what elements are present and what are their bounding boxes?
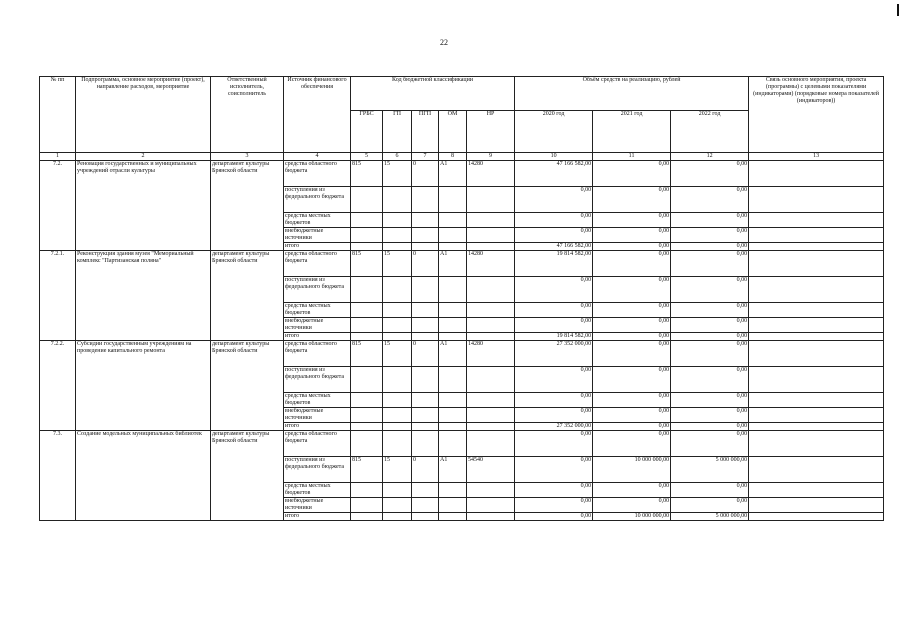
cell-nr bbox=[467, 483, 515, 498]
cell-source: итого bbox=[284, 423, 351, 431]
cell-gp bbox=[383, 431, 412, 457]
cell-source: средства областного бюджета bbox=[284, 161, 351, 187]
cell-source: внебюджетные источники bbox=[284, 228, 351, 243]
cell-2021: 0,00 bbox=[593, 187, 671, 213]
cell-link bbox=[749, 423, 884, 431]
cell-link bbox=[749, 513, 884, 521]
cell-grbs bbox=[351, 187, 383, 213]
cell-grbs: 815 bbox=[351, 457, 383, 483]
cell-om bbox=[439, 318, 467, 333]
cell-link bbox=[749, 483, 884, 498]
column-number: 7 bbox=[412, 153, 439, 161]
cell-om bbox=[439, 513, 467, 521]
cell-2021: 0,00 bbox=[593, 251, 671, 277]
cell-2020: 0,00 bbox=[515, 277, 593, 303]
cell-grbs: 815 bbox=[351, 161, 383, 187]
cell-grbs bbox=[351, 228, 383, 243]
column-number: 11 bbox=[593, 153, 671, 161]
cell-link bbox=[749, 408, 884, 423]
cell-2022: 0,00 bbox=[671, 303, 749, 318]
cell-2020: 19 814 582,00 bbox=[515, 251, 593, 277]
cell-link bbox=[749, 161, 884, 187]
cell-om bbox=[439, 367, 467, 393]
cell-nr bbox=[467, 277, 515, 303]
cell-pgp bbox=[412, 483, 439, 498]
column-number: 9 bbox=[467, 153, 515, 161]
cell-2021: 0,00 bbox=[593, 277, 671, 303]
header-num: № пп bbox=[40, 77, 76, 153]
cell-2022: 0,00 bbox=[671, 341, 749, 367]
cell-link bbox=[749, 243, 884, 251]
cell-gp bbox=[383, 318, 412, 333]
cell-2021: 0,00 bbox=[593, 341, 671, 367]
column-number: 6 bbox=[383, 153, 412, 161]
cell-2020: 0,00 bbox=[515, 187, 593, 213]
column-number: 1 bbox=[40, 153, 76, 161]
header-budget-code: Код бюджетной классификации bbox=[351, 77, 515, 111]
cell-2020: 47 166 582,00 bbox=[515, 161, 593, 187]
cell-pgp bbox=[412, 243, 439, 251]
cell-grbs: 815 bbox=[351, 251, 383, 277]
cell-num: 7.2. bbox=[40, 161, 76, 251]
cell-source: поступления из федерального бюджета bbox=[284, 277, 351, 303]
cell-2022: 0,00 bbox=[671, 161, 749, 187]
cell-pgp bbox=[412, 318, 439, 333]
cell-2021: 0,00 bbox=[593, 161, 671, 187]
column-number: 12 bbox=[671, 153, 749, 161]
cell-nr bbox=[467, 423, 515, 431]
header-volume: Объём средств на реализацию, рублей bbox=[515, 77, 749, 111]
cell-program: Реновация государственных и муниципальных учреждений отрасли культуры bbox=[76, 161, 211, 251]
cell-2021: 0,00 bbox=[593, 483, 671, 498]
cell-2021: 0,00 bbox=[593, 431, 671, 457]
cell-link bbox=[749, 431, 884, 457]
cell-gp: 15 bbox=[383, 161, 412, 187]
cell-pgp bbox=[412, 333, 439, 341]
cell-nr bbox=[467, 513, 515, 521]
cell-2021: 10 000 000,00 bbox=[593, 457, 671, 483]
cell-link bbox=[749, 333, 884, 341]
cell-2022: 5 000 000,00 bbox=[671, 513, 749, 521]
column-number: 13 bbox=[749, 153, 884, 161]
cell-link bbox=[749, 498, 884, 513]
cell-source: средства местных бюджетов bbox=[284, 393, 351, 408]
cell-nr: 14280 bbox=[467, 341, 515, 367]
cell-pgp bbox=[412, 303, 439, 318]
cell-om bbox=[439, 498, 467, 513]
column-number: 8 bbox=[439, 153, 467, 161]
cell-2021: 0,00 bbox=[593, 367, 671, 393]
cell-2022: 0,00 bbox=[671, 277, 749, 303]
cell-2022: 0,00 bbox=[671, 243, 749, 251]
cell-nr bbox=[467, 228, 515, 243]
cell-num: 7.3. bbox=[40, 431, 76, 521]
cell-source: средства местных бюджетов bbox=[284, 483, 351, 498]
header-nr: НР bbox=[467, 111, 515, 153]
header-link: Связь основного мероприятия, проекта (программы) с целевыми показателями (индикаторами) (порядковые номера показателей (индикаторов)) bbox=[749, 77, 884, 153]
header-2021: 2021 год bbox=[593, 111, 671, 153]
cell-source: поступления из федерального бюджета bbox=[284, 367, 351, 393]
cell-om bbox=[439, 431, 467, 457]
cell-2021: 0,00 bbox=[593, 318, 671, 333]
cell-pgp bbox=[412, 277, 439, 303]
cell-link bbox=[749, 303, 884, 318]
cell-2022: 5 000 000,00 bbox=[671, 457, 749, 483]
cell-source: средства областного бюджета bbox=[284, 341, 351, 367]
column-numbers-row bbox=[40, 153, 884, 161]
cell-grbs bbox=[351, 483, 383, 498]
cell-source: средства местных бюджетов bbox=[284, 213, 351, 228]
cell-responsible: департамент культуры Брянской области bbox=[211, 161, 284, 251]
column-number: 5 bbox=[351, 153, 383, 161]
cell-om bbox=[439, 277, 467, 303]
cell-2022: 0,00 bbox=[671, 213, 749, 228]
cell-2022: 0,00 bbox=[671, 367, 749, 393]
header-2022: 2022 год bbox=[671, 111, 749, 153]
header-grbs: ГРБС bbox=[351, 111, 383, 153]
cell-nr bbox=[467, 431, 515, 457]
cell-om bbox=[439, 187, 467, 213]
cell-source: средства местных бюджетов bbox=[284, 303, 351, 318]
cell-gp bbox=[383, 483, 412, 498]
cell-grbs bbox=[351, 318, 383, 333]
cell-grbs bbox=[351, 243, 383, 251]
header-responsible: Ответственный исполнитель, соисполнитель bbox=[211, 77, 284, 153]
table-row bbox=[40, 251, 884, 277]
cell-link bbox=[749, 393, 884, 408]
cell-nr bbox=[467, 367, 515, 393]
table-body bbox=[40, 161, 884, 521]
cell-2021: 0,00 bbox=[593, 243, 671, 251]
cell-gp bbox=[383, 303, 412, 318]
cell-source: средства областного бюджета bbox=[284, 251, 351, 277]
cell-gp bbox=[383, 333, 412, 341]
cell-2022: 0,00 bbox=[671, 408, 749, 423]
cell-pgp: 0 bbox=[412, 341, 439, 367]
cell-nr bbox=[467, 333, 515, 341]
cell-source: внебюджетные источники bbox=[284, 318, 351, 333]
cell-nr bbox=[467, 303, 515, 318]
cell-num: 7.2.1. bbox=[40, 251, 76, 341]
cell-om: А1 bbox=[439, 251, 467, 277]
cell-nr bbox=[467, 408, 515, 423]
cell-2022: 0,00 bbox=[671, 393, 749, 408]
cell-nr bbox=[467, 187, 515, 213]
cell-2022: 0,00 bbox=[671, 228, 749, 243]
column-number: 2 bbox=[76, 153, 211, 161]
cell-source: поступления из федерального бюджета bbox=[284, 187, 351, 213]
cell-responsible: департамент культуры Брянской области bbox=[211, 251, 284, 341]
cell-link bbox=[749, 457, 884, 483]
cell-responsible: департамент культуры Брянской области bbox=[211, 431, 284, 521]
cell-om bbox=[439, 393, 467, 408]
scan-mark bbox=[897, 4, 899, 16]
cell-om bbox=[439, 213, 467, 228]
cell-grbs: 815 bbox=[351, 341, 383, 367]
cell-2020: 19 814 582,00 bbox=[515, 333, 593, 341]
cell-pgp bbox=[412, 367, 439, 393]
budget-table bbox=[39, 76, 884, 521]
column-number: 3 bbox=[211, 153, 284, 161]
cell-pgp bbox=[412, 393, 439, 408]
header-program: Подпрограмма, основное мероприятие (проект), направление расходов, мероприятие bbox=[76, 77, 211, 153]
cell-2022: 0,00 bbox=[671, 423, 749, 431]
cell-om bbox=[439, 333, 467, 341]
cell-om: А1 bbox=[439, 161, 467, 187]
cell-gp bbox=[383, 498, 412, 513]
cell-link bbox=[749, 187, 884, 213]
cell-pgp bbox=[412, 408, 439, 423]
cell-source: внебюджетные источники bbox=[284, 498, 351, 513]
cell-2021: 0,00 bbox=[593, 213, 671, 228]
cell-gp bbox=[383, 423, 412, 431]
cell-source: итого bbox=[284, 333, 351, 341]
cell-2022: 0,00 bbox=[671, 187, 749, 213]
cell-source: итого bbox=[284, 513, 351, 521]
cell-pgp: 0 bbox=[412, 251, 439, 277]
cell-nr bbox=[467, 393, 515, 408]
cell-2022: 0,00 bbox=[671, 483, 749, 498]
cell-pgp bbox=[412, 187, 439, 213]
cell-2022: 0,00 bbox=[671, 318, 749, 333]
cell-nr: 14280 bbox=[467, 251, 515, 277]
cell-2020: 0,00 bbox=[515, 513, 593, 521]
cell-grbs bbox=[351, 367, 383, 393]
cell-link bbox=[749, 367, 884, 393]
cell-grbs bbox=[351, 333, 383, 341]
cell-2022: 0,00 bbox=[671, 498, 749, 513]
cell-2020: 0,00 bbox=[515, 408, 593, 423]
cell-2020: 0,00 bbox=[515, 318, 593, 333]
cell-source: поступления из федерального бюджета bbox=[284, 457, 351, 483]
header-source: Источник финансового обеспечения bbox=[284, 77, 351, 153]
cell-gp bbox=[383, 243, 412, 251]
cell-2022: 0,00 bbox=[671, 333, 749, 341]
cell-gp bbox=[383, 393, 412, 408]
cell-2020: 0,00 bbox=[515, 457, 593, 483]
cell-gp bbox=[383, 187, 412, 213]
cell-pgp: 0 bbox=[412, 457, 439, 483]
cell-om bbox=[439, 483, 467, 498]
cell-gp bbox=[383, 213, 412, 228]
cell-grbs bbox=[351, 213, 383, 228]
cell-pgp bbox=[412, 228, 439, 243]
cell-pgp bbox=[412, 513, 439, 521]
cell-2022: 0,00 bbox=[671, 431, 749, 457]
cell-grbs bbox=[351, 498, 383, 513]
cell-gp bbox=[383, 367, 412, 393]
cell-om bbox=[439, 408, 467, 423]
cell-grbs bbox=[351, 303, 383, 318]
cell-grbs bbox=[351, 393, 383, 408]
cell-gp bbox=[383, 408, 412, 423]
header-om: ОМ bbox=[439, 111, 467, 153]
column-number: 4 bbox=[284, 153, 351, 161]
cell-2020: 0,00 bbox=[515, 431, 593, 457]
cell-2020: 27 352 000,00 bbox=[515, 341, 593, 367]
cell-grbs bbox=[351, 277, 383, 303]
cell-2022: 0,00 bbox=[671, 251, 749, 277]
page-number: 22 bbox=[440, 38, 448, 47]
cell-2020: 0,00 bbox=[515, 498, 593, 513]
cell-2021: 10 000 000,00 bbox=[593, 513, 671, 521]
header-pgp: ПГП bbox=[412, 111, 439, 153]
header-2020: 2020 год bbox=[515, 111, 593, 153]
cell-2020: 0,00 bbox=[515, 483, 593, 498]
cell-gp bbox=[383, 277, 412, 303]
cell-source: средства областного бюджета bbox=[284, 431, 351, 457]
cell-pgp bbox=[412, 423, 439, 431]
cell-program: Реконструкция здания музея "Мемориальный комплекс "Партизанская поляна" bbox=[76, 251, 211, 341]
cell-om: А1 bbox=[439, 457, 467, 483]
cell-grbs bbox=[351, 513, 383, 521]
cell-num: 7.2.2. bbox=[40, 341, 76, 431]
cell-2021: 0,00 bbox=[593, 423, 671, 431]
cell-source: внебюджетные источники bbox=[284, 408, 351, 423]
cell-nr: 54540 bbox=[467, 457, 515, 483]
cell-gp: 15 bbox=[383, 251, 412, 277]
cell-om bbox=[439, 303, 467, 318]
cell-nr bbox=[467, 243, 515, 251]
cell-program: Субсидии государственным учреждениям на проведение капитального ремонта bbox=[76, 341, 211, 431]
cell-gp bbox=[383, 513, 412, 521]
cell-source: итого bbox=[284, 243, 351, 251]
cell-link bbox=[749, 251, 884, 277]
cell-link bbox=[749, 277, 884, 303]
cell-2021: 0,00 bbox=[593, 393, 671, 408]
cell-om bbox=[439, 423, 467, 431]
cell-link bbox=[749, 213, 884, 228]
cell-2021: 0,00 bbox=[593, 303, 671, 318]
cell-2020: 27 352 000,00 bbox=[515, 423, 593, 431]
cell-2020: 0,00 bbox=[515, 393, 593, 408]
cell-pgp bbox=[412, 431, 439, 457]
cell-2021: 0,00 bbox=[593, 408, 671, 423]
cell-2021: 0,00 bbox=[593, 498, 671, 513]
table-row bbox=[40, 431, 884, 457]
cell-2021: 0,00 bbox=[593, 228, 671, 243]
cell-link bbox=[749, 341, 884, 367]
cell-pgp bbox=[412, 498, 439, 513]
cell-grbs bbox=[351, 431, 383, 457]
cell-2020: 0,00 bbox=[515, 303, 593, 318]
cell-om: А1 bbox=[439, 341, 467, 367]
cell-gp: 15 bbox=[383, 457, 412, 483]
cell-program: Создание модельных муниципальных библиотек bbox=[76, 431, 211, 521]
cell-grbs bbox=[351, 423, 383, 431]
cell-2020: 0,00 bbox=[515, 367, 593, 393]
table-row bbox=[40, 341, 884, 367]
cell-pgp bbox=[412, 213, 439, 228]
cell-nr: 14280 bbox=[467, 161, 515, 187]
cell-nr bbox=[467, 318, 515, 333]
cell-gp bbox=[383, 228, 412, 243]
cell-2020: 0,00 bbox=[515, 228, 593, 243]
cell-nr bbox=[467, 498, 515, 513]
cell-pgp: 0 bbox=[412, 161, 439, 187]
cell-link bbox=[749, 318, 884, 333]
cell-om bbox=[439, 243, 467, 251]
cell-grbs bbox=[351, 408, 383, 423]
cell-2021: 0,00 bbox=[593, 333, 671, 341]
table-row bbox=[40, 161, 884, 187]
cell-2020: 47 166 582,00 bbox=[515, 243, 593, 251]
cell-nr bbox=[467, 213, 515, 228]
cell-link bbox=[749, 228, 884, 243]
cell-om bbox=[439, 228, 467, 243]
cell-responsible: департамент культуры Брянской области bbox=[211, 341, 284, 431]
cell-2020: 0,00 bbox=[515, 213, 593, 228]
header-gp: ГП bbox=[383, 111, 412, 153]
cell-gp: 15 bbox=[383, 341, 412, 367]
column-number: 10 bbox=[515, 153, 593, 161]
